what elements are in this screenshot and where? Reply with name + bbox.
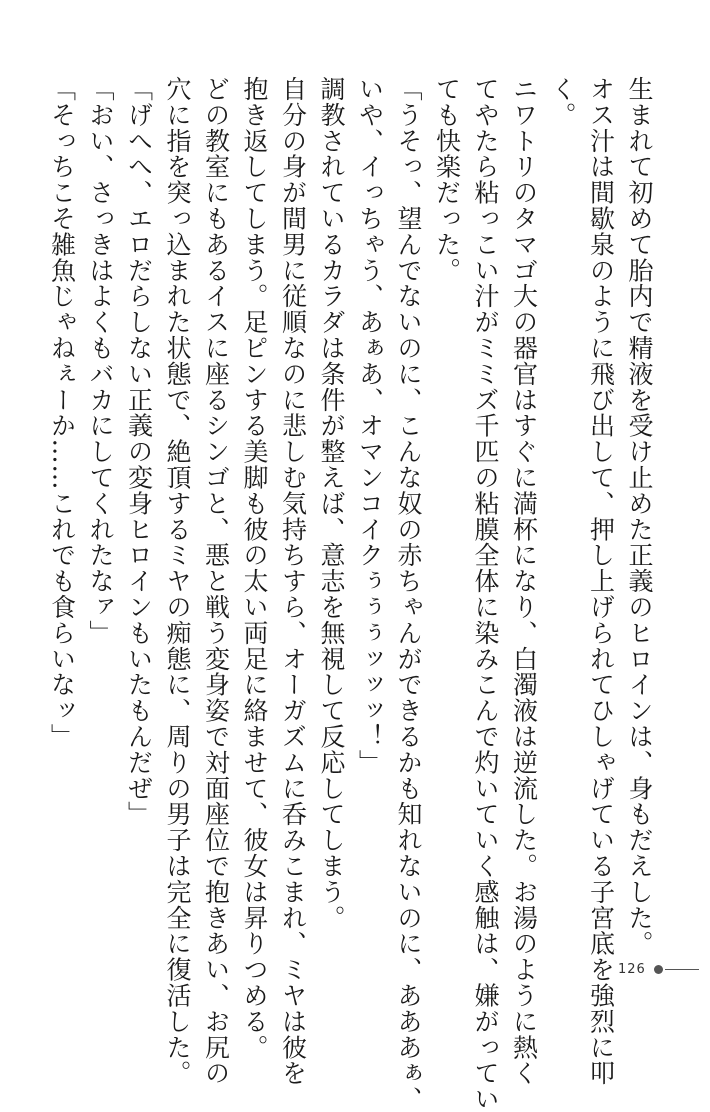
text-column-7: 「うそっ、望んでないのに、こんな奴の赤ちゃんができるかも知れないのに、あああぁ、 xyxy=(394,76,423,1112)
text-column-5: てやたら粘っこい汁がミミズ千匹の粘膜全体に染みこんで灼いていく感触は、嫌がってい xyxy=(471,76,500,1112)
text-column-12: どの教室にもあるイスに座るシンゴと、悪と戦う変身姿で対面座位で抱きあい、お尻の xyxy=(201,76,231,1087)
page-marker-rule xyxy=(665,969,699,970)
text-column-4: ニワトリのタマゴ大の器官はすぐに満杯になり、白濁液は逆流した。お湯のように熱く xyxy=(509,76,539,1087)
text-column-9: 調教されているカラダは条件が整えば、意志を無視して反応してしまう。 xyxy=(317,76,346,931)
page-marker-dot-icon xyxy=(654,965,663,974)
text-column-1: 生まれて初めて胎内で精液を受け止めた正義のヒロインは、身もだえした。 xyxy=(625,76,654,957)
text-column-10: 自分の身が間男に従順なのに悲しむ気持ちすら、オーガズムに呑みこまれ、ミヤは彼を xyxy=(278,76,308,1087)
text-column-13: 穴に指を突っ込まれた状態で、絶頂するミヤの痴態に、周りの男子は完全に復活した。 xyxy=(163,76,192,1087)
text-column-6: ても快楽だった。 xyxy=(432,76,462,284)
text-column-16: 「そっちこそ雑魚じゃねぇーか……これでも食らいなッ」 xyxy=(47,76,77,750)
text-column-11: 抱き返してしまう。足ピンする美脚も彼の太い両足に絡ませて、彼女は昇りつめる。 xyxy=(240,76,269,1061)
text-column-15: 「おい、さっきはよくもバカにしてくれたなァ」 xyxy=(86,76,115,646)
text-column-14: 「げへへ、エロだらしない正義の変身ヒロインもいたもんだぜ」 xyxy=(124,76,154,828)
text-column-8: いや、イっちゃう、あぁあ、オマンコイクぅぅぅッッッ！」 xyxy=(355,76,385,776)
page-number: 126 xyxy=(618,961,646,977)
page-footer xyxy=(618,958,699,980)
text-column-3: く。 xyxy=(548,76,577,128)
text-column-2: オス汁は間歇泉のように飛び出して、押し上げられてひしゃげている子宮底を強烈に叩 xyxy=(586,76,616,1087)
